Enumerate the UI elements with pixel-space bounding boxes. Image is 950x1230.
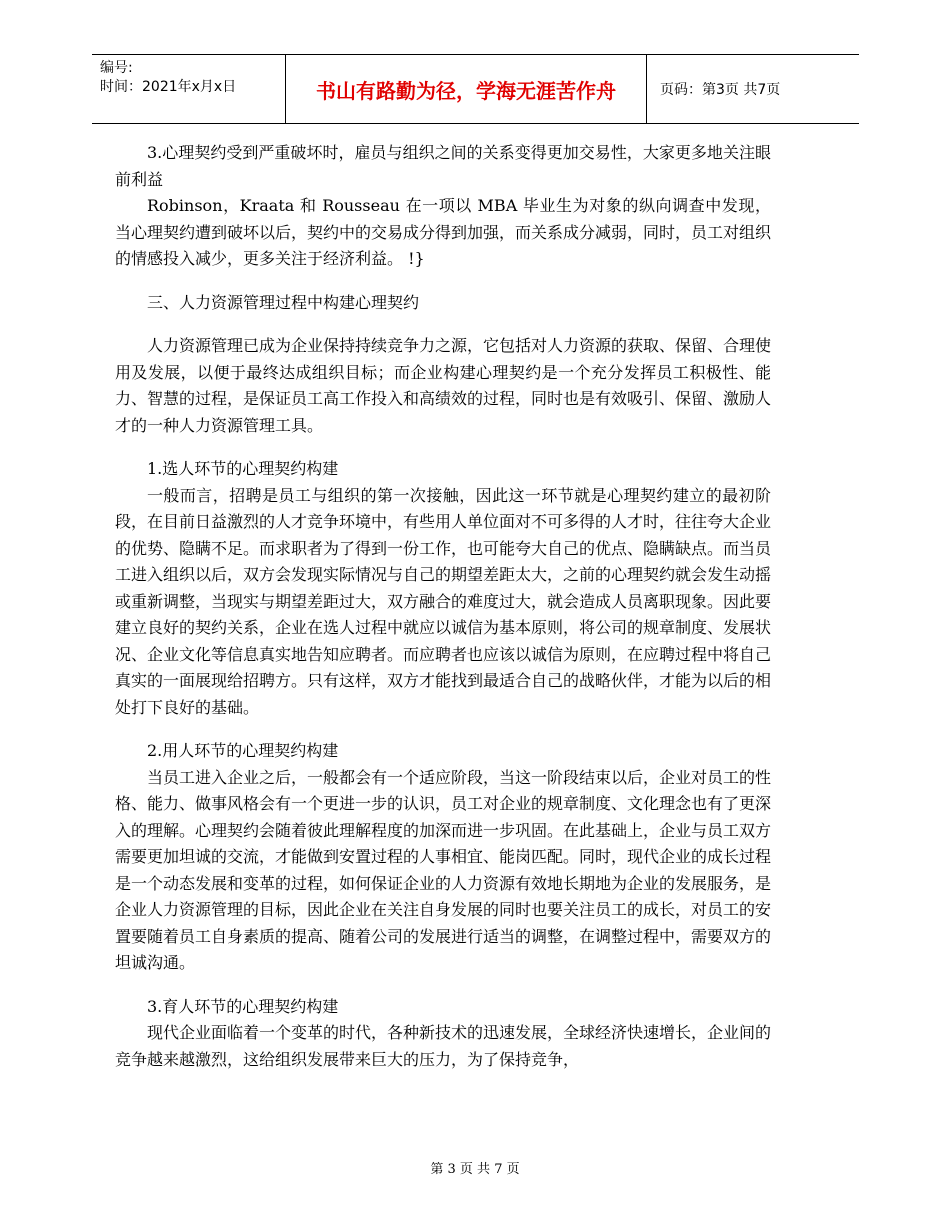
paragraph: Robinson，Kraata 和 Rousseau 在一项以 MBA 毕业生为对象的纵向调查中发现，当心理契约遭到破坏以后，契约中的交易成分得到加强，而关系成分减弱，同时，员工对组织的情感投入减少，更多关注于经济利益。 !} <box>115 196 772 268</box>
subsection-heading: 2.用人环节的心理契约构建 <box>147 741 339 760</box>
header-meta <box>100 59 280 97</box>
subsection-heading: 1.选人环节的心理契约构建 <box>147 459 339 478</box>
header-motto: 书山有路勤为径，学海无涯苦作舟 <box>285 55 647 123</box>
number-label: 编号: <box>100 60 133 76</box>
section-heading: 三、人力资源管理过程中构建心理契约 <box>147 292 420 312</box>
subsection-heading: 3.育人环节的心理契约构建 <box>147 996 339 1016</box>
header-page-info: 页码：第3页 共7页 <box>660 82 781 98</box>
page-footer: 第 3 页 共 7 页 <box>430 1162 520 1177</box>
paragraph: 人力资源管理已成为企业保持持续竞争力之源，它包括对人力资源的获取、保留、合理使用及发展，以便于最终达成组织目标；而企业构建心理契约是一个充分发挥员工积极性、能力、智慧的过程，是保证员工高工作投入和高绩效的过程，同时也是有效吸引、保留、激励人才的一种人力资源管理工具。 <box>115 336 772 435</box>
time-label: 时间：2021年x月x日 <box>100 79 237 95</box>
paragraph-heading: 3.心理契约受到严重破坏时，雇员与组织之间的关系变得更加交易性，大家更多地关注眼前利益 <box>115 143 771 189</box>
page-header <box>92 54 859 124</box>
paragraph: 现代企业面临着一个变革的时代，各种新技术的迅速发展，全球经济快速增长，企业间的竞争越来越激烈，这给组织发展带来巨大的压力，为了保持竞争， <box>115 1023 772 1069</box>
paragraph: 当员工进入企业之后，一般都会有一个适应阶段，当这一阶段结束以后，企业对员工的性格、能力、做事风格会有一个更进一步的认识，员工对企业的规章制度、文化理念也有了更深入的理解。心理契约会随着彼此理解程度的加深而进一步巩固。在此基础上，企业与员工双方需要更加坦诚的交流，才能做到安置过程的人事相宜、能岗匹配。同时，现代企业的成长过程是一个动态发展和变革的过程，如何保证企业的人力资源有效地长期地为企业的发展服务，是企业人力资源管理的目标，因此企业在关注自身发展的同时也要关注员工的成长，对员工的安置要随着员工自身素质的提高、随着公司的发展进行适当的调整，在调整过程中，需要双方的坦诚沟通。 <box>115 767 772 972</box>
document-body <box>115 140 771 1073</box>
paragraph: 一般而言，招聘是员工与组织的第一次接触，因此这一环节就是心理契约建立的最初阶段，在目前日益激烈的人才竞争环境中，有些用人单位面对不可多得的人才时，往往夸大企业的优势、隐瞒不足。而求职者为了得到一份工作，也可能夸大自己的优点、隐瞒缺点。而当员工进入组织以后，双方会发现实际情况与自己的期望差距太大，之前的心理契约就会发生动摇或重新调整，当现实与期望差距过大，双方融合的难度过大，就会造成人员离职现象。因此要建立良好的契约关系，企业在选人过程中就应以诚信为基本原则，将公司的规章制度、发展状况、企业文化等信息真实地告知应聘者。而应聘者也应该以诚信为原则，在应聘过程中将自己真实的一面展现给招聘方。只有这样，双方才能找到最适合自己的战略伙伴，才能为以后的相处打下良好的基础。 <box>115 485 772 717</box>
